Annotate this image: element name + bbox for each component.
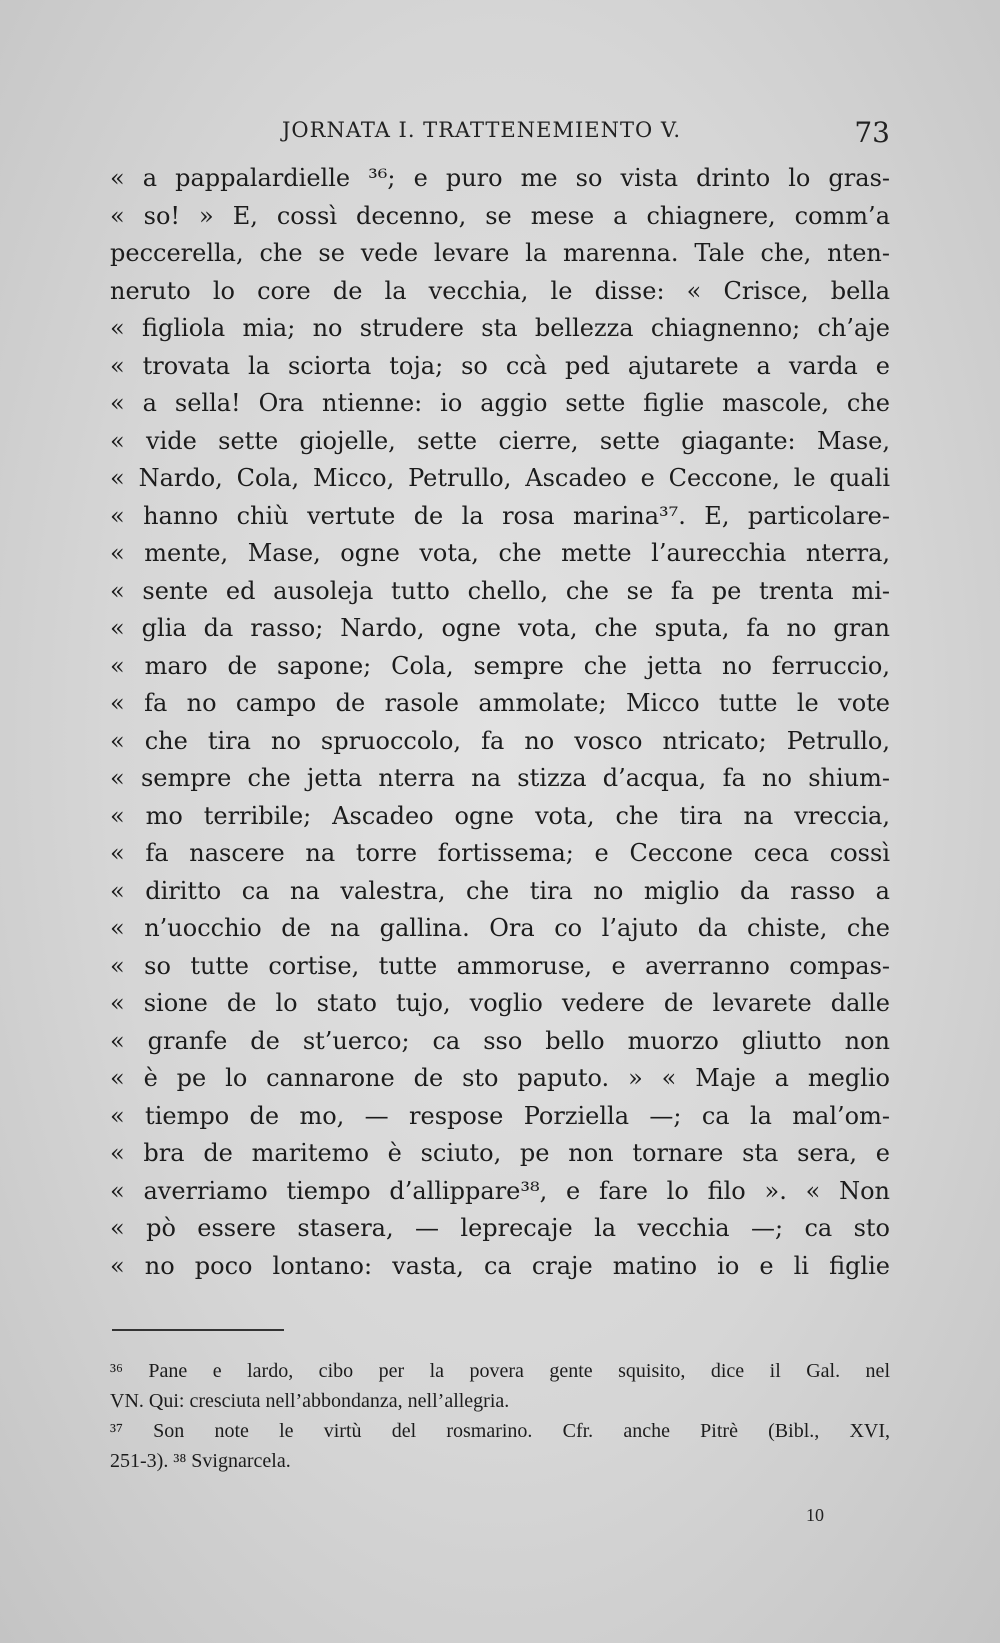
footnotes (110, 1356, 890, 1476)
footnote-line: 251-3). ³⁸ Svignarcela. (110, 1450, 291, 1472)
text-line: « glia da rasso; Nardo, ogne vota, che sputa, fa no gran (110, 614, 890, 642)
footnote-divider (112, 1329, 284, 1331)
running-title: JORNATA I. TRATTENEMIENTO V. (282, 118, 682, 142)
text-line: « che tira no spruoccolo, fa no vosco ntricato; Petrullo, (110, 726, 890, 755)
text-line: « sente ed ausoleja tutto chello, che se fa pe trenta mi- (110, 576, 890, 605)
text-line: neruto lo core de la vecchia, le disse: « Crisce, bella (110, 276, 890, 305)
text-line: « figliola mia; no strudere sta bellezza chiagnenno; ch’aje (110, 314, 890, 342)
page-header (110, 108, 890, 148)
text-line: « so! » E, cossì decenno, se mese a chiagnere, comm’a (110, 201, 890, 230)
footnote-line: ³⁷ Son note le virtù del rosmarino. Cfr. anche Pitrè (Bibl., XVI, (110, 1420, 890, 1442)
main-text (110, 160, 890, 1285)
text-line: « a pappalardielle ³⁶; e puro me so vista drinto lo gras- (110, 164, 890, 192)
text-line: peccerella, che se vede levare la marenna. Tale che, nten- (110, 239, 890, 267)
text-line: « a sella! Ora ntienne: io aggio sette figlie mascole, che (110, 389, 890, 417)
text-line: « hanno chiù vertute de la rosa marina³⁷. E, particolare- (110, 501, 890, 530)
text-line: « no poco lontano: vasta, ca craje matino io e li figlie (110, 1251, 890, 1280)
text-line: « vide sette giojelle, sette cierre, sette giagante: Mase, (110, 426, 890, 455)
text-line: « fa nascere na torre fortissema; e Ceccone ceca cossì (110, 839, 890, 867)
text-line: « pò essere stasera, — leprecaje la vecchia —; ca sto (110, 1214, 890, 1242)
text-line: « sempre che jetta nterra na stizza d’acqua, fa no shium- (110, 764, 890, 792)
signature-mark: 10 (806, 1505, 824, 1525)
text-line: « tiempo de mo, — respose Porziella —; ca la mal’om- (110, 1101, 890, 1130)
text-line: « maro de sapone; Cola, sempre che jetta no ferruccio, (110, 651, 890, 680)
text-line: « n’uocchio de na gallina. Ora co l’ajuto da chiste, che (110, 914, 890, 942)
text-line: « mo terribile; Ascadeo ogne vota, che tira na vreccia, (110, 801, 890, 830)
text-line: « diritto ca na valestra, che tira no miglio da rasso a (110, 876, 890, 905)
text-line: « è pe lo cannarone de sto paputo. » « Maje a meglio (110, 1064, 890, 1092)
text-line: « averriamo tiempo d’allippare³⁸, e fare lo filo ». « Non (110, 1176, 890, 1205)
text-line: « mente, Mase, ogne vota, che mette l’aurecchia nterra, (110, 539, 890, 567)
text-line: « sione de lo stato tujo, voglio vedere de levarete dalle (110, 989, 890, 1017)
text-line: « fa no campo de rasole ammolate; Micco tutte le vote (110, 689, 890, 717)
text-line: « granfe de st’uerco; ca sso bello muorzo gliutto non (110, 1026, 890, 1055)
text-line: « bra de maritemo è sciuto, pe non tornare sta sera, e (110, 1139, 890, 1167)
text-line: « so tutte cortise, tutte ammoruse, e averranno compas- (110, 951, 890, 980)
footnote-line: ³⁶ Pane e lardo, cibo per la povera gente squisito, dice il Gal. nel (110, 1360, 890, 1382)
text-line: « trovata la sciorta toja; so ccà ped ajutarete a varda e (110, 351, 890, 380)
text-line: « Nardo, Cola, Micco, Petrullo, Ascadeo e Ceccone, le quali (110, 464, 890, 492)
footnote-line: VN. Qui: cresciuta nell’abbondanza, nell’allegria. (110, 1390, 510, 1412)
page-number: 73 (854, 116, 890, 149)
